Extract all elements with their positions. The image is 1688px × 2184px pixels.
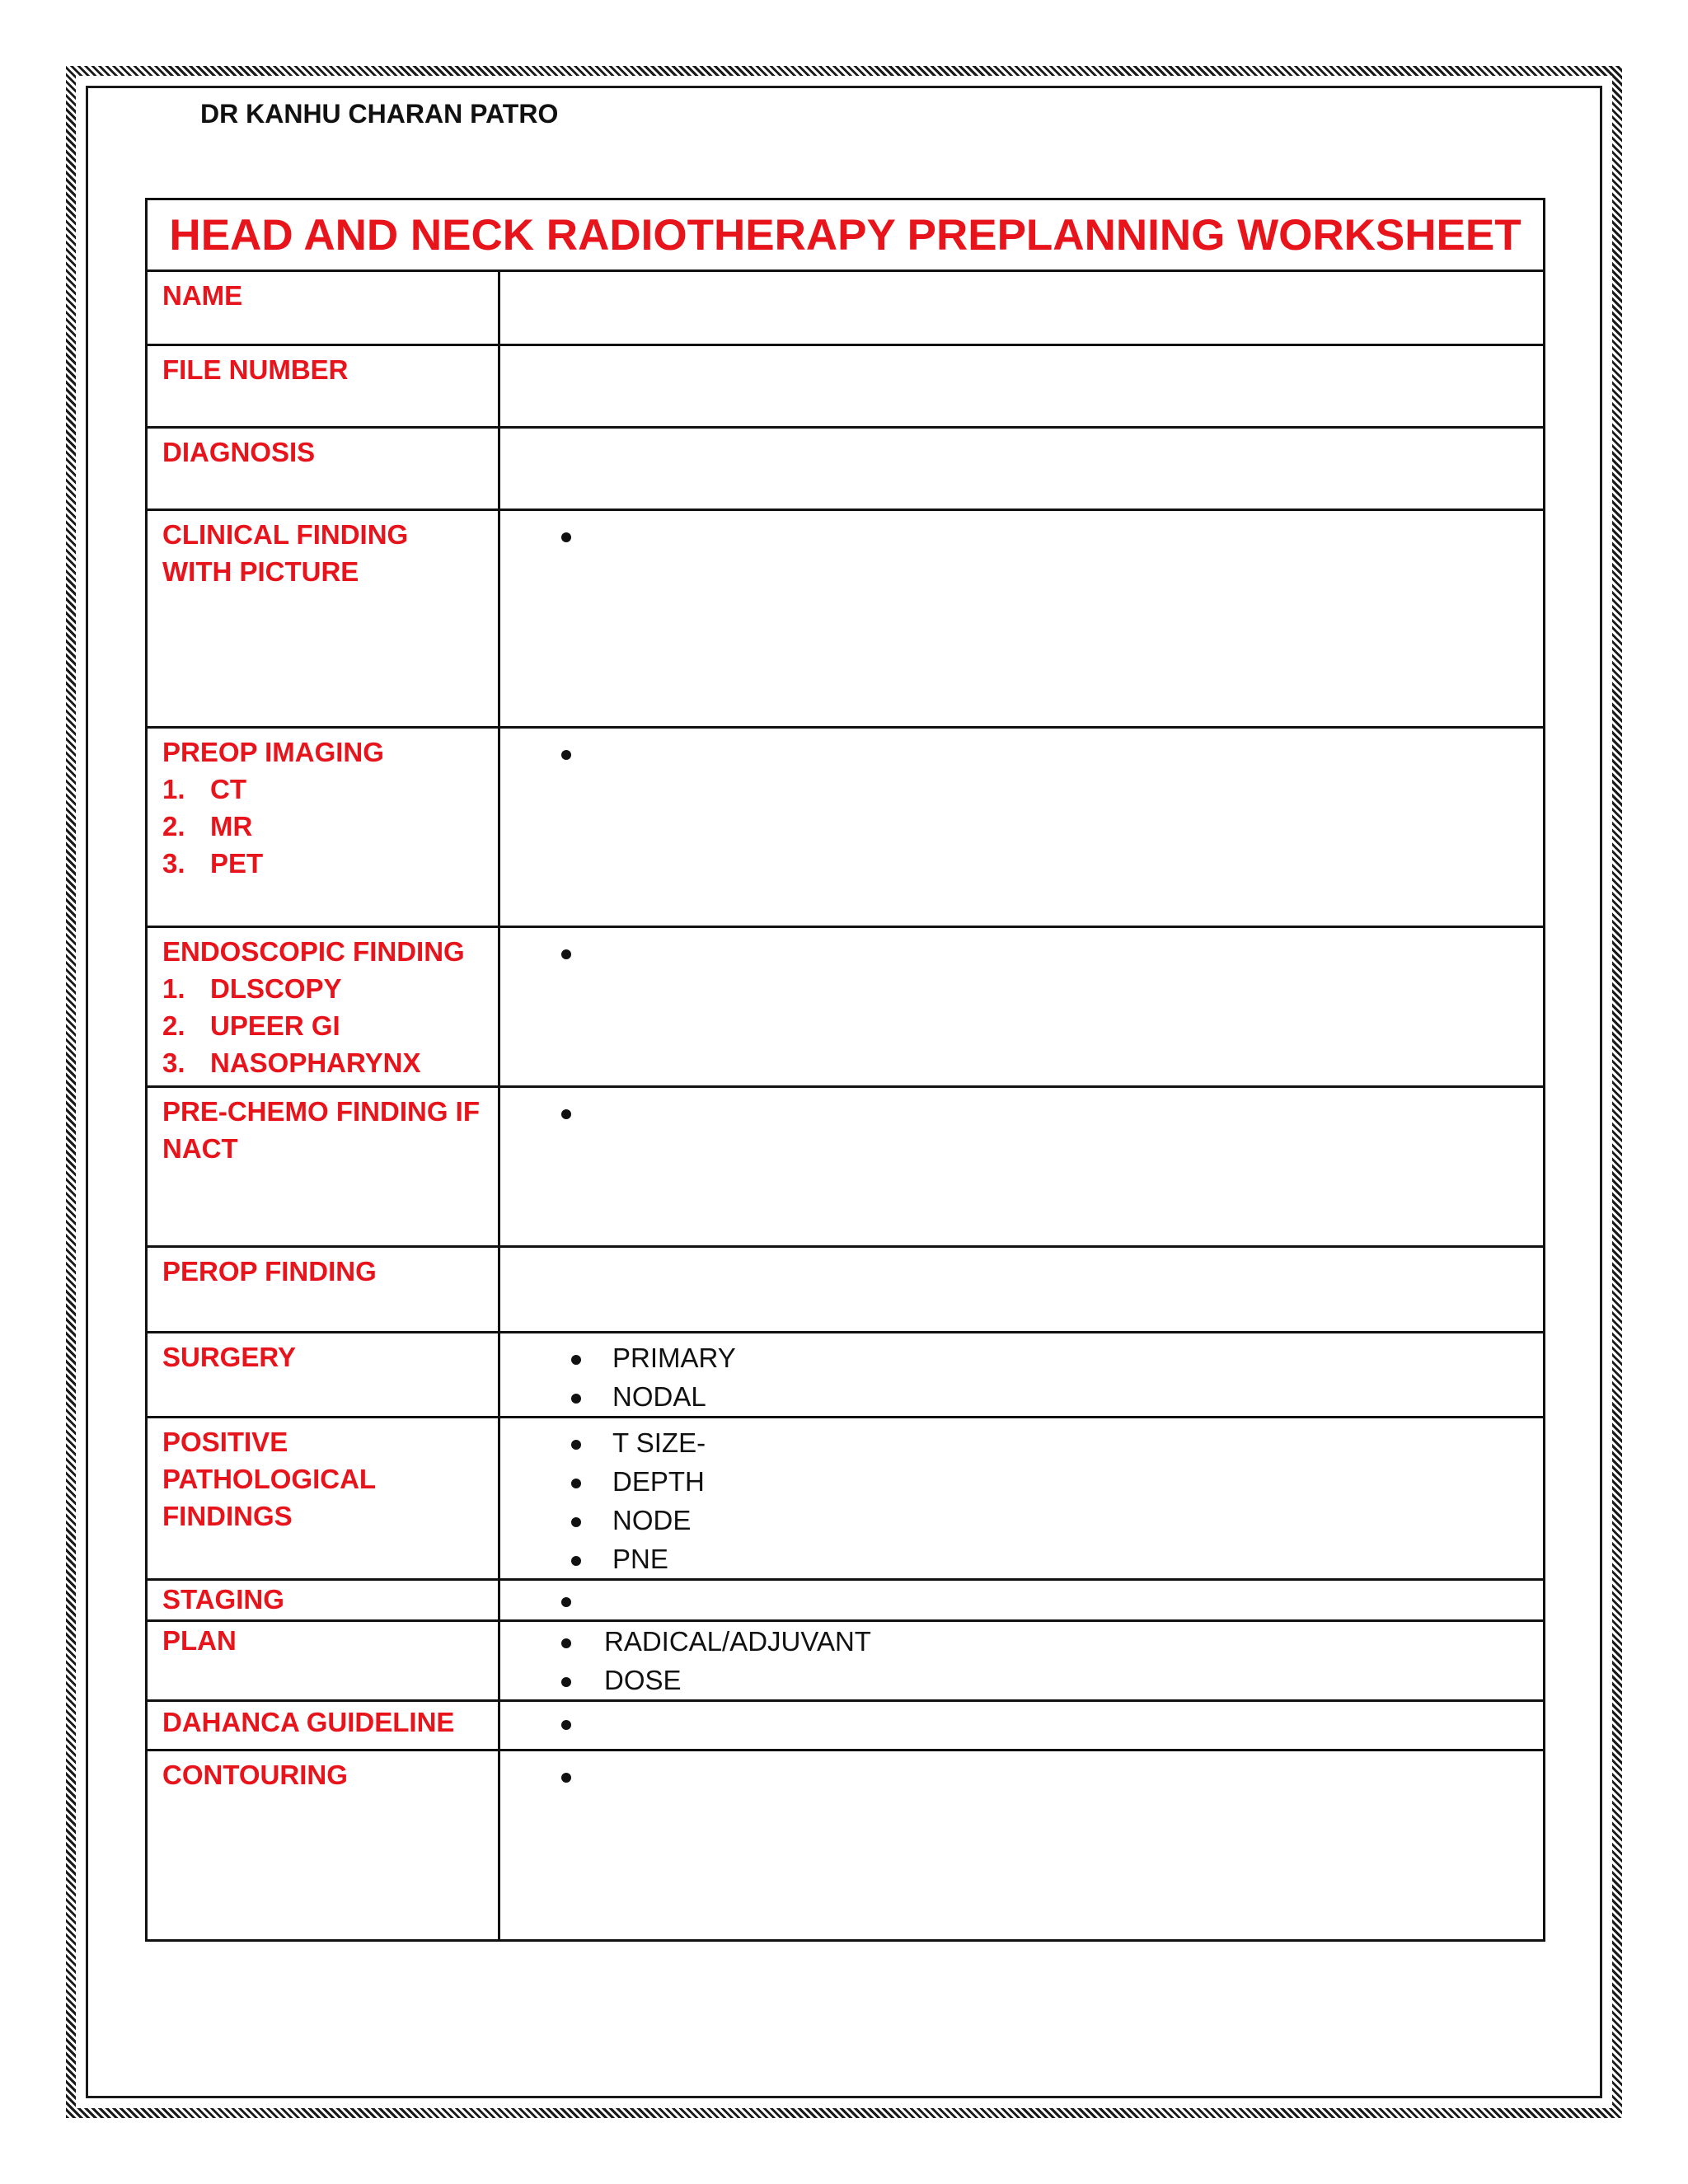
sub-item <box>162 970 490 1007</box>
field-pre-chemo-finding[interactable] <box>499 1087 1545 1247</box>
field-dahanca-guideline[interactable] <box>499 1701 1545 1750</box>
row-staging <box>147 1580 1545 1621</box>
title-row <box>147 199 1545 271</box>
bullet-icon <box>500 1377 581 1416</box>
label-perop-finding: PEROP FINDING <box>147 1247 499 1333</box>
sub-item-number: 2. <box>162 1010 185 1041</box>
label-name: NAME <box>147 271 499 345</box>
label-preop-imaging <box>147 728 499 927</box>
bullet-empty <box>500 1756 1535 1795</box>
label-line: FINDINGS <box>162 1501 293 1531</box>
bullet-empty <box>500 1581 1535 1619</box>
row-perop-finding <box>147 1247 1545 1333</box>
label-file-number: FILE NUMBER <box>147 345 499 428</box>
row-endoscopic-finding <box>147 927 1545 1087</box>
sub-item-number: 1. <box>162 973 185 1004</box>
field-clinical-finding[interactable] <box>499 510 1545 728</box>
bullet-empty <box>500 1704 1535 1742</box>
row-preop-imaging <box>147 728 1545 927</box>
bullet-icon <box>500 1423 581 1462</box>
sub-item <box>162 845 490 882</box>
label-diagnosis: DIAGNOSIS <box>147 428 499 510</box>
row-clinical-finding <box>147 510 1545 728</box>
label-line: CLINICAL FINDING <box>162 519 409 550</box>
field-diagnosis[interactable] <box>499 428 1545 510</box>
sub-item-text: PET <box>210 848 264 879</box>
bullet-empty <box>500 933 1535 972</box>
bullet-text: PNE <box>612 1544 668 1574</box>
field-contouring[interactable] <box>499 1750 1545 1941</box>
bullet-icon <box>500 1540 581 1578</box>
bullet-text: RADICAL/ADJUVANT <box>604 1626 871 1657</box>
label-contouring: CONTOURING <box>147 1750 499 1941</box>
label-pre-chemo-finding <box>147 1087 499 1247</box>
row-pre-chemo-finding <box>147 1087 1545 1247</box>
bullet-item <box>500 1622 1535 1661</box>
label-endoscopic-finding <box>147 927 499 1087</box>
bullet-empty <box>500 516 1535 555</box>
bullet-icon <box>500 1622 571 1661</box>
sub-item-text: DLSCOPY <box>210 973 342 1004</box>
bullet-item <box>500 1501 1535 1540</box>
sub-item-number: 2. <box>162 811 185 841</box>
sub-item-text: NASOPHARYNX <box>210 1047 421 1078</box>
sub-item-text: CT <box>210 774 246 804</box>
row-file-number <box>147 345 1545 428</box>
bullet-icon <box>500 733 571 772</box>
sub-item <box>162 808 490 845</box>
bullet-text: NODE <box>612 1505 692 1535</box>
label-line: NACT <box>162 1133 238 1164</box>
field-name[interactable] <box>499 271 1545 345</box>
bullet-icon <box>500 1093 571 1132</box>
sub-item <box>162 771 490 808</box>
bullet-icon <box>500 1338 581 1377</box>
bullet-empty <box>500 1093 1535 1132</box>
bullet-text: DOSE <box>604 1665 682 1695</box>
label-surgery: SURGERY <box>147 1333 499 1418</box>
row-plan <box>147 1621 1545 1701</box>
sub-item-number: 3. <box>162 1047 185 1078</box>
row-name <box>147 271 1545 345</box>
bullet-icon <box>500 933 571 972</box>
bullet-icon <box>500 1704 571 1742</box>
sub-item-number: 3. <box>162 848 185 879</box>
field-positive-pathological-findings[interactable] <box>499 1418 1545 1580</box>
label-staging: STAGING <box>147 1580 499 1621</box>
bullet-text: NODAL <box>612 1381 706 1412</box>
label-line: PRE-CHEMO FINDING IF <box>162 1096 480 1127</box>
label-plan: PLAN <box>147 1621 499 1701</box>
bullet-icon <box>500 1462 581 1501</box>
sub-item-text: UPEER GI <box>210 1010 340 1041</box>
worksheet-table <box>145 198 1545 1942</box>
row-diagnosis <box>147 428 1545 510</box>
sub-list <box>162 771 490 882</box>
bullet-item <box>500 1462 1535 1501</box>
bullet-empty <box>500 733 1535 772</box>
bullet-item <box>500 1377 1535 1416</box>
worksheet-title: HEAD AND NECK RADIOTHERAPY PREPLANNING WORKSHEET <box>147 199 1545 271</box>
author-name: DR KANHU CHARAN PATRO <box>200 99 559 129</box>
row-positive-pathological-findings <box>147 1418 1545 1580</box>
bullet-icon <box>500 1756 571 1795</box>
bullet-text: PRIMARY <box>612 1343 736 1373</box>
row-surgery <box>147 1333 1545 1418</box>
field-preop-imaging[interactable] <box>499 728 1545 927</box>
bullet-text: T SIZE- <box>612 1427 706 1458</box>
bullet-icon <box>500 1661 571 1699</box>
row-dahanca-guideline <box>147 1701 1545 1750</box>
field-file-number[interactable] <box>499 345 1545 428</box>
sub-item <box>162 1044 490 1081</box>
bullet-icon <box>500 1501 581 1540</box>
row-contouring <box>147 1750 1545 1941</box>
sub-item <box>162 1007 490 1044</box>
bullet-item <box>500 1540 1535 1578</box>
field-staging[interactable] <box>499 1580 1545 1621</box>
sub-item-number: 1. <box>162 774 185 804</box>
label-positive-pathological-findings <box>147 1418 499 1580</box>
bullet-icon <box>500 1581 571 1619</box>
label-dahanca-guideline: DAHANCA GUIDELINE <box>147 1701 499 1750</box>
field-endoscopic-finding[interactable] <box>499 927 1545 1087</box>
label-line: WITH PICTURE <box>162 556 359 587</box>
bullet-item <box>500 1423 1535 1462</box>
label-clinical-finding <box>147 510 499 728</box>
bullet-icon <box>500 516 571 555</box>
sub-list <box>162 970 490 1081</box>
label-line: PREOP IMAGING <box>162 737 384 767</box>
bullet-text: DEPTH <box>612 1466 705 1497</box>
label-line: ENDOSCOPIC FINDING <box>162 936 465 967</box>
field-plan[interactable] <box>499 1621 1545 1701</box>
field-perop-finding[interactable] <box>499 1247 1545 1333</box>
field-surgery[interactable] <box>499 1333 1545 1418</box>
bullet-item <box>500 1338 1535 1377</box>
sub-item-text: MR <box>210 811 253 841</box>
bullet-item <box>500 1661 1535 1699</box>
label-line: POSITIVE PATHOLOGICAL <box>162 1427 377 1494</box>
